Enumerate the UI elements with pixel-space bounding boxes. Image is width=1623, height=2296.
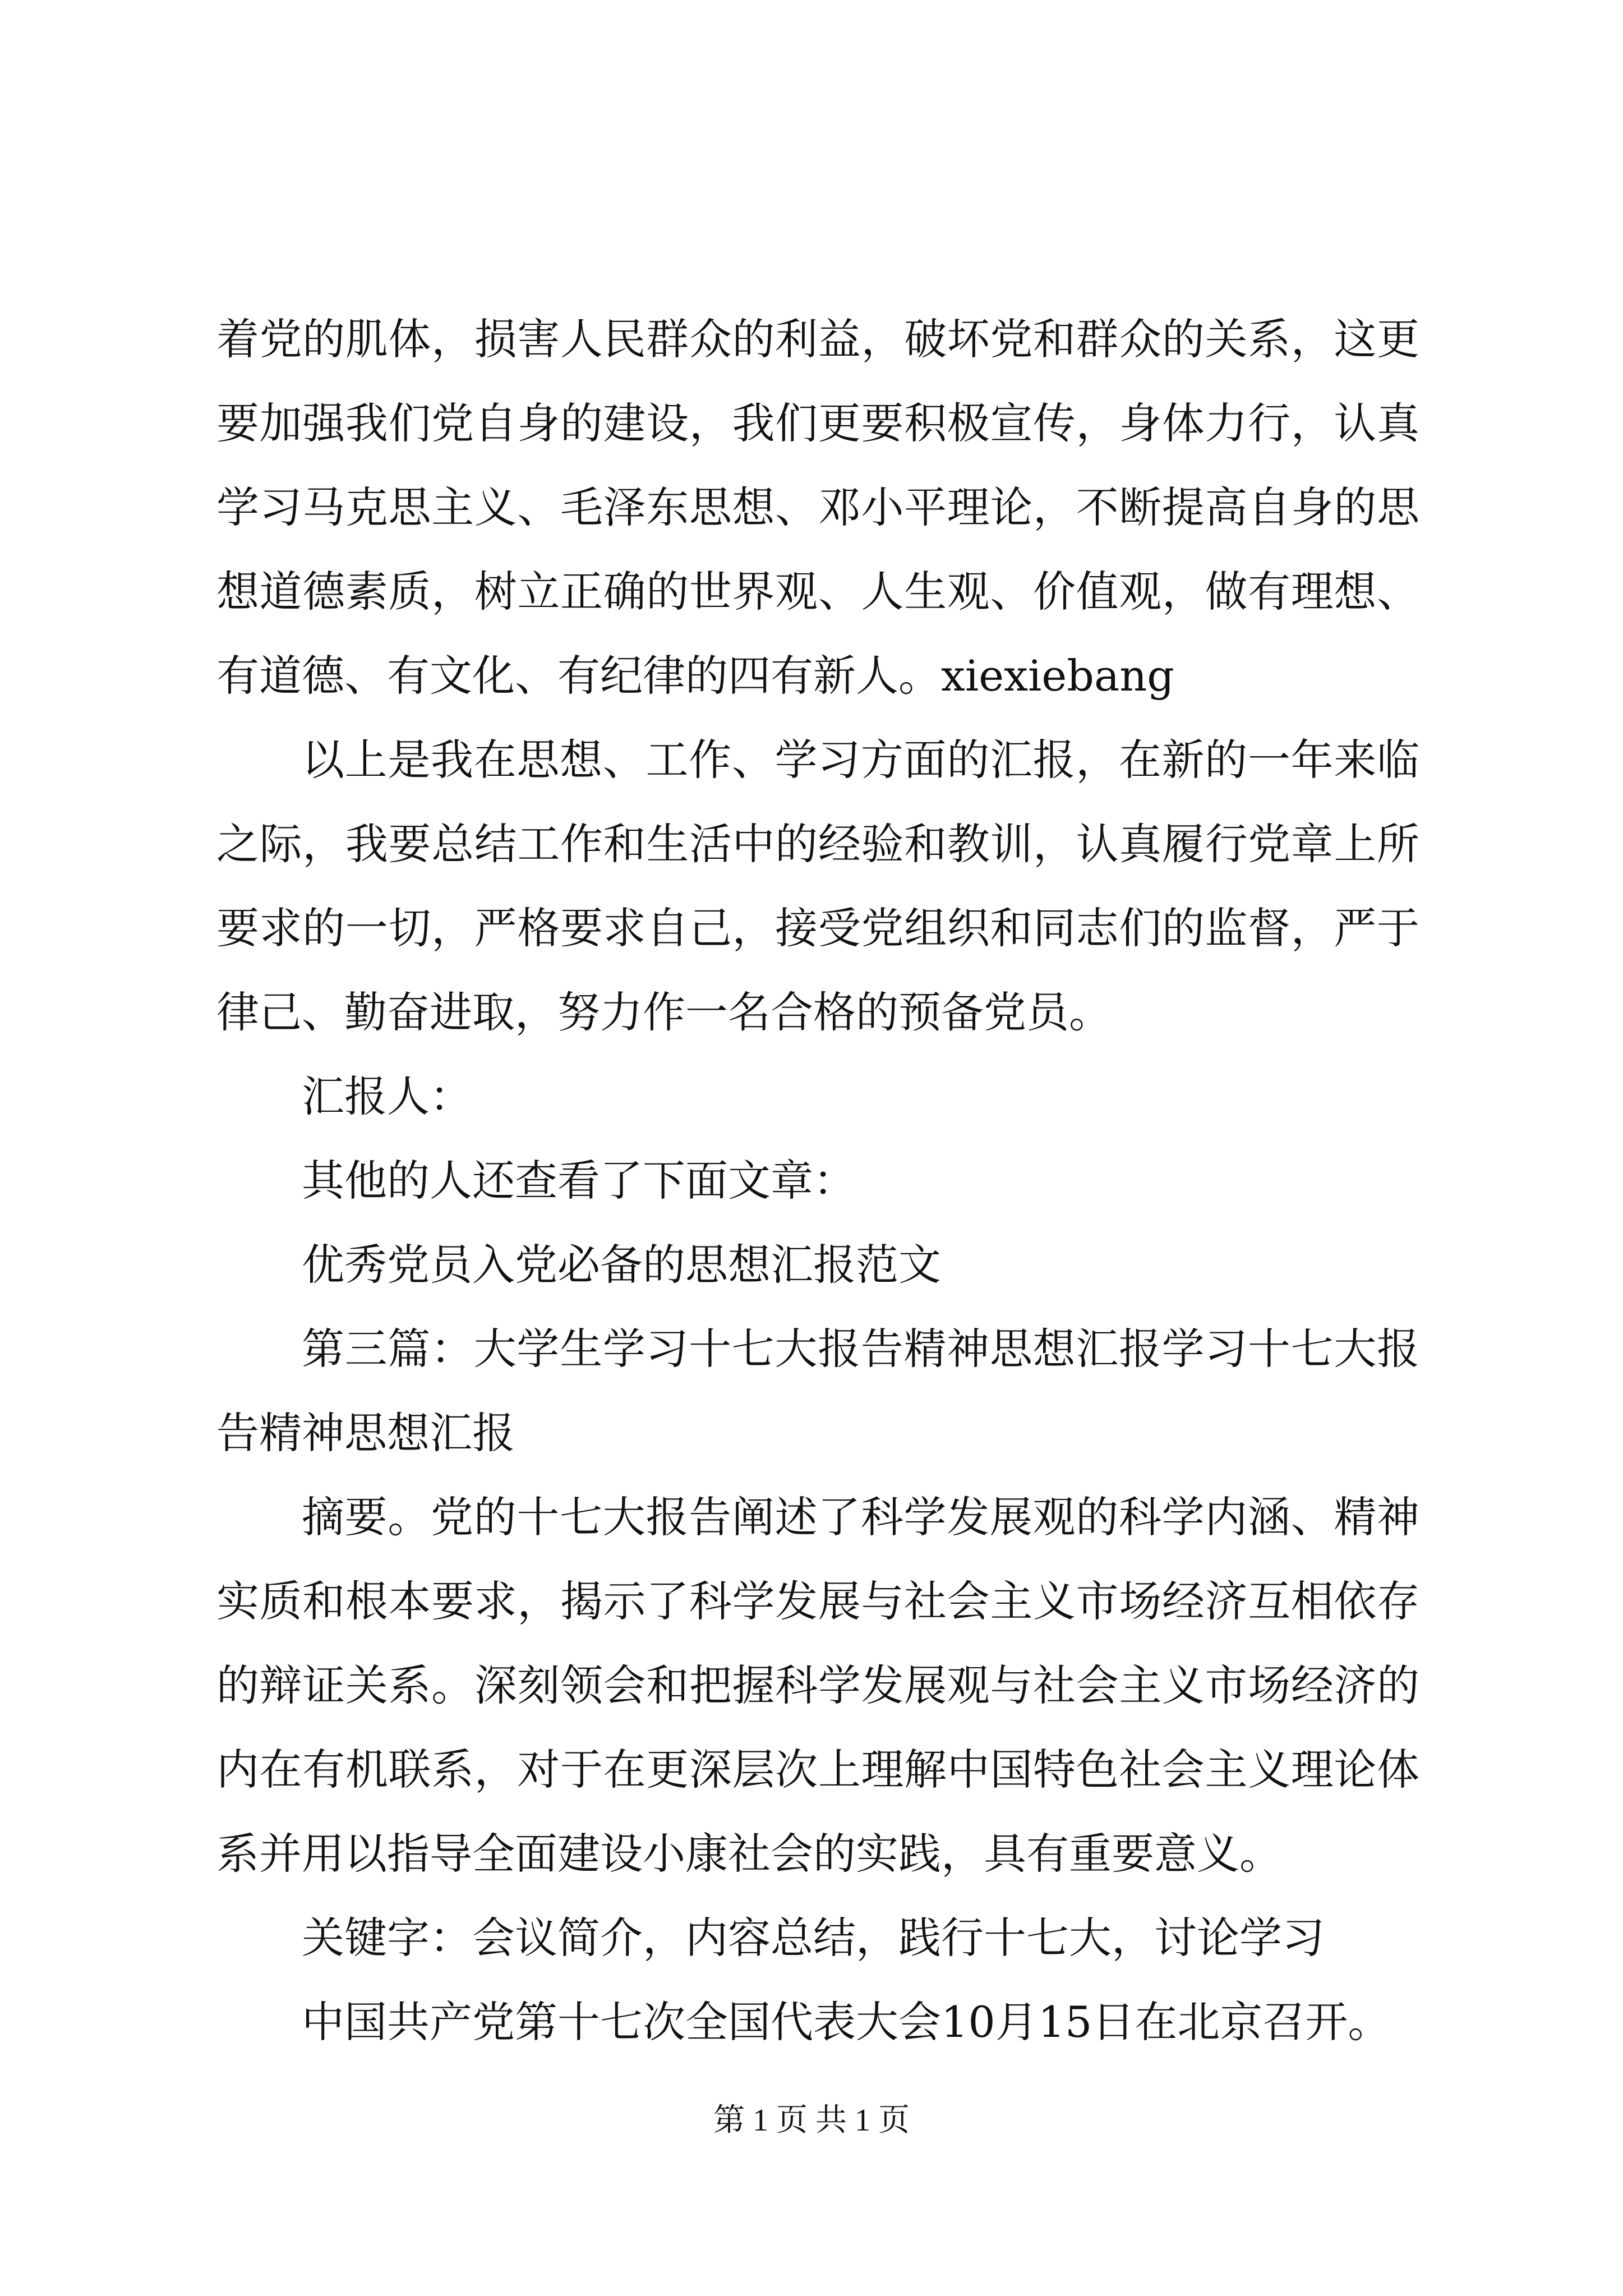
paragraph-related-title: 优秀党员入党必备的思想汇报范文: [302, 1240, 941, 1290]
page-footer: 第 1 页 共 1 页: [713, 2103, 910, 2138]
paragraph-1: 着党的肌体，损害人民群众的利益，破坏党和群众的关系，这更要加强我们党自身的建设，我们更要积极宣传，身体力行，认真学习马克思主义、毛泽东思想、邓小平理论，不断提高自身的思想道德素质，树立正确的世界观、人生观、价值观，做有理想、有道德、有文化、有纪律的四有新人。xiexiebang: [216, 314, 1419, 701]
paragraph-related-intro: 其他的人还查看了下面文章：: [302, 1156, 856, 1205]
paragraph-reporter: 汇报人：: [302, 1071, 472, 1121]
paragraph-2: 以上是我在思想、工作、学习方面的汇报，在新的一年来临之际，我要总结工作和生活中的经验和教训，认真履行党章上所要求的一切，严格要求自己，接受党组织和同志们的监督，严于律己、勤奋进取，努力作一名合格的预备党员。: [216, 735, 1419, 1037]
paragraph-section-title: 第三篇：大学生学习十七大报告精神思想汇报学习十七大报告精神思想汇报: [216, 1324, 1419, 1458]
paragraph-keywords: 关键字：会议简介，内容总结，践行十七大，讨论学习: [302, 1913, 1325, 1963]
paragraph-opening: 中国共产党第十七次全国代表大会10月15日在北京召开。: [302, 1997, 1391, 2047]
document-body: [216, 297, 1419, 2064]
paragraph-abstract: 摘要。党的十七大报告阐述了科学发展观的科学内涵、精神实质和根本要求，揭示了科学发展与社会主义市场经济互相依存的辩证关系。深刻领会和把握科学发展观与社会主义市场经济的内在有机联系，对于在更深层次上理解中国特色社会主义理论体系并用以指导全面建设小康社会的实践，具有重要意义。: [216, 1492, 1419, 1879]
